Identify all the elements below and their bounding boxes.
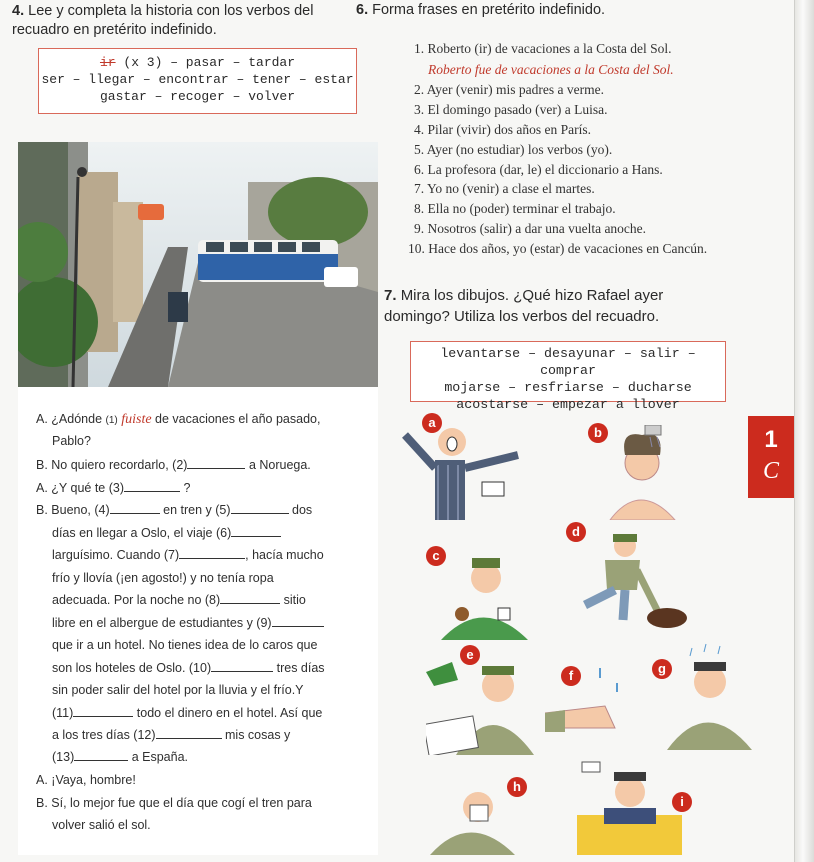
answer-fuiste: fuiste	[121, 412, 152, 427]
ex4-box-line-1-rest: (x 3) – pasar – tardar	[123, 55, 296, 70]
ex6-item-6: 6. La profesora (dar, le) el diccionario a Hans.	[414, 162, 663, 177]
drawing-label-b: b	[588, 423, 608, 443]
drawing-a-waking-up	[400, 420, 530, 520]
dialogue-line-7	[52, 548, 324, 562]
dialogue-line-11: que ir a un hotel. No tienes idea de lo caros que	[52, 638, 318, 652]
drawing-label-c: c	[426, 546, 446, 566]
dl5-a: B. Bueno, (4)	[36, 503, 110, 517]
ex7-number: 7.	[384, 287, 397, 304]
dl7-a: larguísimo. Cuando (7)	[52, 548, 180, 562]
ex4-box-line-2: ser – llegar – encontrar – tener – estar	[41, 72, 354, 87]
drawing-label-a: a	[422, 413, 442, 433]
dl3-a: B. No quiero recordarlo, (2)	[36, 458, 188, 472]
dl1-b: de vacaciones el año pasado,	[155, 412, 321, 426]
dialogue-line-18: B. Sí, lo mejor fue que el día que cogí el tren para	[36, 796, 312, 810]
dl6-a: días en llegar a Oslo, el viaje (6)	[52, 526, 232, 540]
dialogue-line-19: volver salió el sol.	[52, 818, 151, 832]
dl9-b: sitio	[283, 593, 306, 607]
blank-3[interactable]	[124, 481, 180, 492]
chapter-number: 1	[764, 426, 778, 453]
ex6-item-10: 10. Hace dos años, yo (estar) de vacaciones en Cancún.	[408, 241, 708, 256]
dl16-b: a España.	[131, 750, 189, 764]
dialogue-line-16	[52, 750, 188, 764]
blank-9[interactable]	[272, 616, 324, 627]
blank-2[interactable]	[187, 458, 245, 469]
drawing-f-starting-rain	[545, 668, 635, 743]
blank-6[interactable]	[231, 526, 281, 537]
dialogue-line-9	[52, 593, 306, 607]
dl5-b: en tren y (5)	[163, 503, 231, 517]
ex6-item-8: 8. Ella no (poder) terminar el trabajo.	[414, 201, 616, 216]
blank-5[interactable]	[231, 503, 289, 514]
drawing-label-f: f	[561, 666, 581, 686]
page-edge	[794, 0, 814, 862]
blank-8[interactable]	[220, 593, 280, 604]
drawing-label-h: h	[507, 777, 527, 797]
dialogue-line-13: sin poder salir del hotel por la lluvia y el frío.Y	[52, 683, 304, 697]
ex4-instruction-text: Lee y completa la historia con los verbos del recuadro en pretérito indefinido.	[12, 3, 314, 38]
dl3-b: a Noruega.	[248, 458, 311, 472]
dl12-a: son los hoteles de Oslo. (10)	[52, 661, 212, 675]
ex7-verb-box	[410, 341, 726, 412]
dl4-a: A. ¿Y qué te (3)	[36, 481, 125, 495]
blank-11[interactable]	[73, 706, 133, 717]
blank-12[interactable]	[156, 728, 222, 739]
ex4-box-ir: ir	[99, 55, 116, 70]
dl14-b: todo el dinero en el hotel. Así que	[136, 706, 323, 720]
dl5-c: dos	[292, 503, 313, 517]
ex6-example-answer: Roberto fue de vacaciones a la Costa del Sol.	[428, 62, 674, 77]
dl12-b: tres días	[276, 661, 325, 675]
ex7-instruction-text: Mira los dibujos. ¿Qué hizo Rafael ayer domingo? Utiliza los verbos del recuadro.	[384, 287, 664, 325]
dialogue-line-2: Pablo?	[52, 434, 91, 448]
drawing-label-g: g	[652, 659, 672, 679]
dl14-a: (11)	[52, 706, 74, 720]
dialogue-line-1	[36, 412, 320, 428]
dl7-b: , hacía mucho	[245, 548, 324, 562]
ex4-verb-box	[38, 48, 357, 114]
ex4-number: 4.	[12, 3, 25, 19]
drawing-label-d: d	[566, 522, 586, 542]
dialogue-line-12	[52, 661, 325, 675]
dl16-a: (13)	[52, 750, 75, 764]
chapter-letter: C	[762, 458, 779, 484]
ex7-box-line-2: mojarse – resfriarse – ducharse	[444, 380, 692, 395]
blank-7[interactable]	[179, 548, 245, 559]
drawing-e-buying-newspaper	[426, 650, 536, 755]
dl9-a: adecuada. Por la noche no (8)	[52, 593, 221, 607]
dialogue-line-5	[36, 503, 312, 517]
drawing-d-walking-dog	[545, 530, 695, 635]
dl15-a: a los tres días (12)	[52, 728, 156, 742]
ex6-item-9: 9. Nosotros (salir) a dar una vuelta anoche.	[414, 221, 647, 236]
ex6-item-1: 1. Roberto (ir) de vacaciones a la Costa del Sol.	[414, 41, 672, 56]
ex6-item-2: 2. Ayer (venir) mis padres a verme.	[414, 82, 604, 97]
drawing-c-breakfast	[436, 540, 531, 640]
ex6-title-text: Forma frases en pretérito indefinido.	[372, 2, 606, 18]
dl1-num: (1)	[105, 415, 118, 426]
dialogue-line-15	[52, 728, 290, 742]
oslo-street-photo	[18, 142, 378, 387]
blank-10[interactable]	[211, 661, 273, 672]
dialogue-line-4	[36, 481, 190, 495]
ex6-item-4: 4. Pilar (vivir) dos años en París.	[414, 122, 591, 137]
dl15-b: mis cosas y	[225, 728, 291, 742]
dialogue-line-8: frío y llovía (¡en agosto!) y no tenía ropa	[52, 571, 274, 585]
drawing-i-going-to-bed	[572, 760, 687, 855]
chapter-tab	[748, 416, 794, 498]
ex7-instruction	[384, 285, 724, 327]
ex7-box-line-3: acostarse – empezar a llover	[456, 397, 680, 412]
blank-13[interactable]	[74, 750, 128, 761]
dl1-a: A. ¿Adónde	[36, 412, 103, 426]
ex4-instruction	[12, 2, 372, 40]
ex6-item-5: 5. Ayer (no estudiar) los verbos (yo).	[414, 142, 613, 157]
blank-4[interactable]	[110, 503, 160, 514]
ex6-number: 6.	[356, 2, 369, 18]
drawing-g-getting-wet	[662, 640, 752, 750]
ex6-item-3: 3. El domingo pasado (ver) a Luisa.	[414, 102, 608, 117]
drawing-label-e: e	[460, 645, 480, 665]
drawing-h-sneezing	[430, 775, 515, 855]
dl10-a: libre en el albergue de estudiantes y (9)	[52, 616, 272, 630]
dialogue-line-10	[52, 616, 324, 630]
ex4-box-line-3: gastar – recoger – volver	[99, 89, 296, 104]
drawing-label-i: i	[672, 792, 692, 812]
ex4-box-line-1	[39, 54, 356, 71]
dialogue-line-3	[36, 458, 311, 472]
dl4-b: ?	[183, 481, 191, 495]
dialogue-line-14	[52, 706, 322, 720]
ex6-item-7: 7. Yo no (venir) a clase el martes.	[414, 181, 595, 196]
ex7-box-line-1: levantarse – desayunar – salir – comprar	[440, 346, 696, 378]
dialogue-line-17: A. ¡Vaya, hombre!	[36, 773, 136, 787]
dialogue-line-6	[52, 526, 281, 540]
ex6-title	[356, 2, 605, 18]
